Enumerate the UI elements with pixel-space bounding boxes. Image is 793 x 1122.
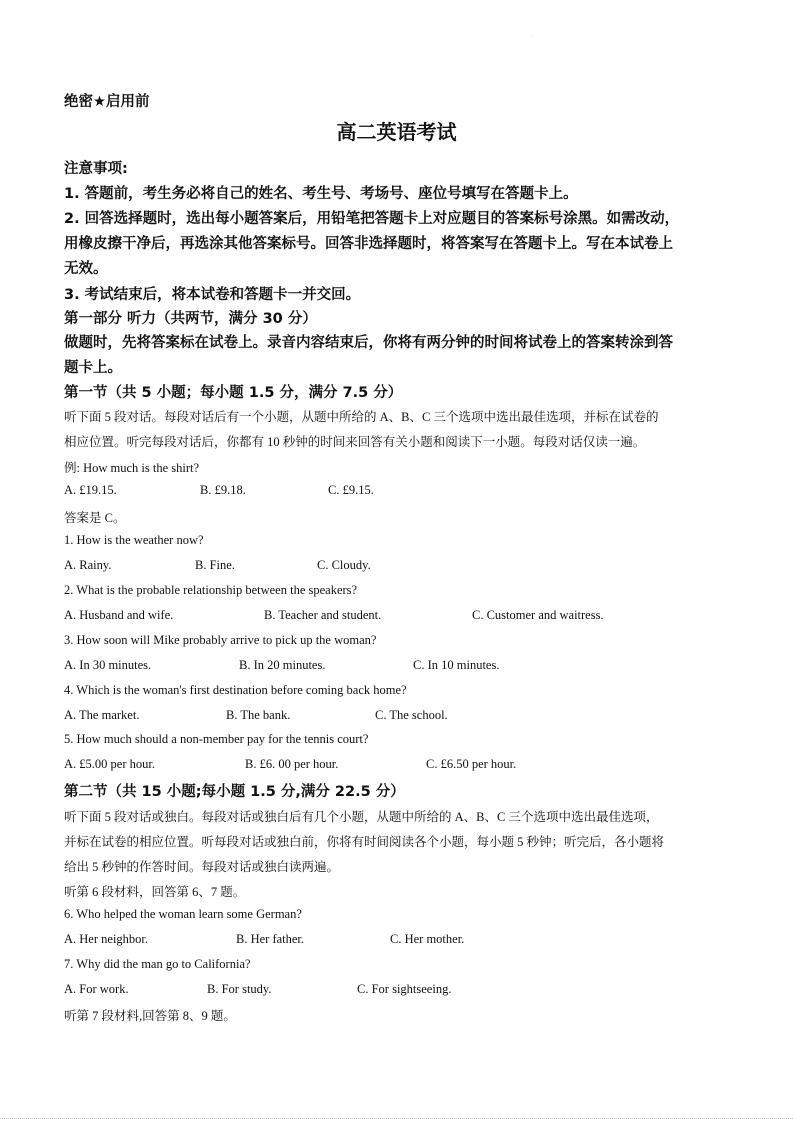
option-b: B. Teacher and student. <box>264 608 382 622</box>
option-c: C. For sightseeing. <box>357 982 452 996</box>
note-item: 2. 回答选择题时，选出每小题答案后，用铅笔把答题卡上对应题目的答案标号涂黑。如需改动， <box>64 211 680 227</box>
note-item: 用橡皮擦干净后，再选涂其他答案标号。回答非选择题时，将答案写在答题卡上。写在本试卷上 <box>64 236 673 252</box>
section2-instructions: 听下面 5 段对话或独白。每段对话或独白后有几个小题，从题中所给的 A、B、C 三个选项中选出最佳选项， <box>64 810 659 824</box>
option-a: A. £19.15. <box>64 483 117 497</box>
note-item: 无效。 <box>64 261 108 277</box>
question: 6. Who helped the woman learn some German? <box>64 907 302 921</box>
option-c: C. Cloudy. <box>317 558 371 572</box>
option-c: C. Her mother. <box>390 932 465 946</box>
question: 3. How soon will Mike probably arrive to pick up the woman? <box>64 633 377 647</box>
option-b: B. Fine. <box>195 558 235 572</box>
option-a: A. Rainy. <box>64 558 112 572</box>
option-c: C. £9.15. <box>328 483 374 497</box>
option-a: A. Husband and wife. <box>64 608 174 622</box>
option-c: C. The school. <box>375 708 448 722</box>
option-b: B. Her father. <box>236 932 305 946</box>
question: 7. Why did the man go to California? <box>64 957 251 971</box>
option-b: B. For study. <box>207 982 272 996</box>
question: 2. What is the probable relationship between the speakers? <box>64 583 358 597</box>
section1-instructions: 相应位置。听完每段对话后，你都有 10 秒钟的时间来回答有关小题和阅读下一小题。每段对话仅读一遍。 <box>64 435 646 449</box>
section2-heading: 第二节（共 15 小题;每小题 1.5 分,满分 22.5 分） <box>64 784 405 800</box>
part1-intro: 题卡上。 <box>64 360 122 376</box>
option-a: A. Her neighbor. <box>64 932 149 946</box>
option-b: B. The bank. <box>226 708 291 722</box>
option-c: C. Customer and waitress. <box>472 608 604 622</box>
option-a: A. For work. <box>64 982 129 996</box>
option-a: A. In 30 minutes. <box>64 658 152 672</box>
notes-heading: 注意事项: <box>64 161 128 177</box>
part1-intro: 做题时，先将答案标在试卷上。录音内容结束后，你将有两分钟的时间将试卷上的答案转涂到答 <box>64 335 673 351</box>
option-b: B. In 20 minutes. <box>239 658 326 672</box>
note-item: 1. 答题前，考生务必将自己的姓名、考生号、考场号、座位号填写在答题卡上。 <box>64 186 578 202</box>
option-c: C. £6.50 per hour. <box>426 757 517 771</box>
page-bottom-rule <box>0 1118 793 1119</box>
section2-instructions: 并标在试卷的相应位置。听每段对话或独白前，你将有时间阅读各个小题，每小题 5 秒钟；听完后，各小题将 <box>64 835 665 849</box>
confidential-label: 绝密★启用前 <box>64 94 150 110</box>
material-label: 听第 6 段材料，回答第 6、7 题。 <box>64 885 246 899</box>
page-title: 高二英语考试 <box>336 120 457 144</box>
option-a: A. £5.00 per hour. <box>64 757 155 771</box>
note-item: 3. 考试结束后，将本试卷和答题卡一并交回。 <box>64 287 361 303</box>
question: 4. Which is the woman's first destination before coming back home? <box>64 683 407 697</box>
section1-heading: 第一节（共 5 小题；每小题 1.5 分，满分 7.5 分） <box>64 385 403 401</box>
option-b: B. £9.18. <box>200 483 246 497</box>
section1-instructions: 听下面 5 段对话。每段对话后有一个小题，从题中所给的 A、B、C 三个选项中选出最佳选项，并标在试卷的 <box>64 410 659 424</box>
option-c: C. In 10 minutes. <box>413 658 500 672</box>
corner-mark: · <box>531 34 533 40</box>
question: 5. How much should a non-member pay for the tennis court? <box>64 732 369 746</box>
section2-instructions: 给出 5 秒钟的作答时间。每段对话或独白读两遍。 <box>64 860 340 874</box>
question: 1. How is the weather now? <box>64 533 204 547</box>
part1-heading: 第一部分 听力（共两节，满分 30 分） <box>64 311 317 327</box>
example-question: 例: How much is the shirt? <box>64 461 200 475</box>
example-answer: 答案是 C。 <box>64 511 126 525</box>
material-label: 听第 7 段材料,回答第 8、9 题。 <box>64 1009 236 1023</box>
option-a: A. The market. <box>64 708 140 722</box>
option-b: B. £6. 00 per hour. <box>245 757 339 771</box>
